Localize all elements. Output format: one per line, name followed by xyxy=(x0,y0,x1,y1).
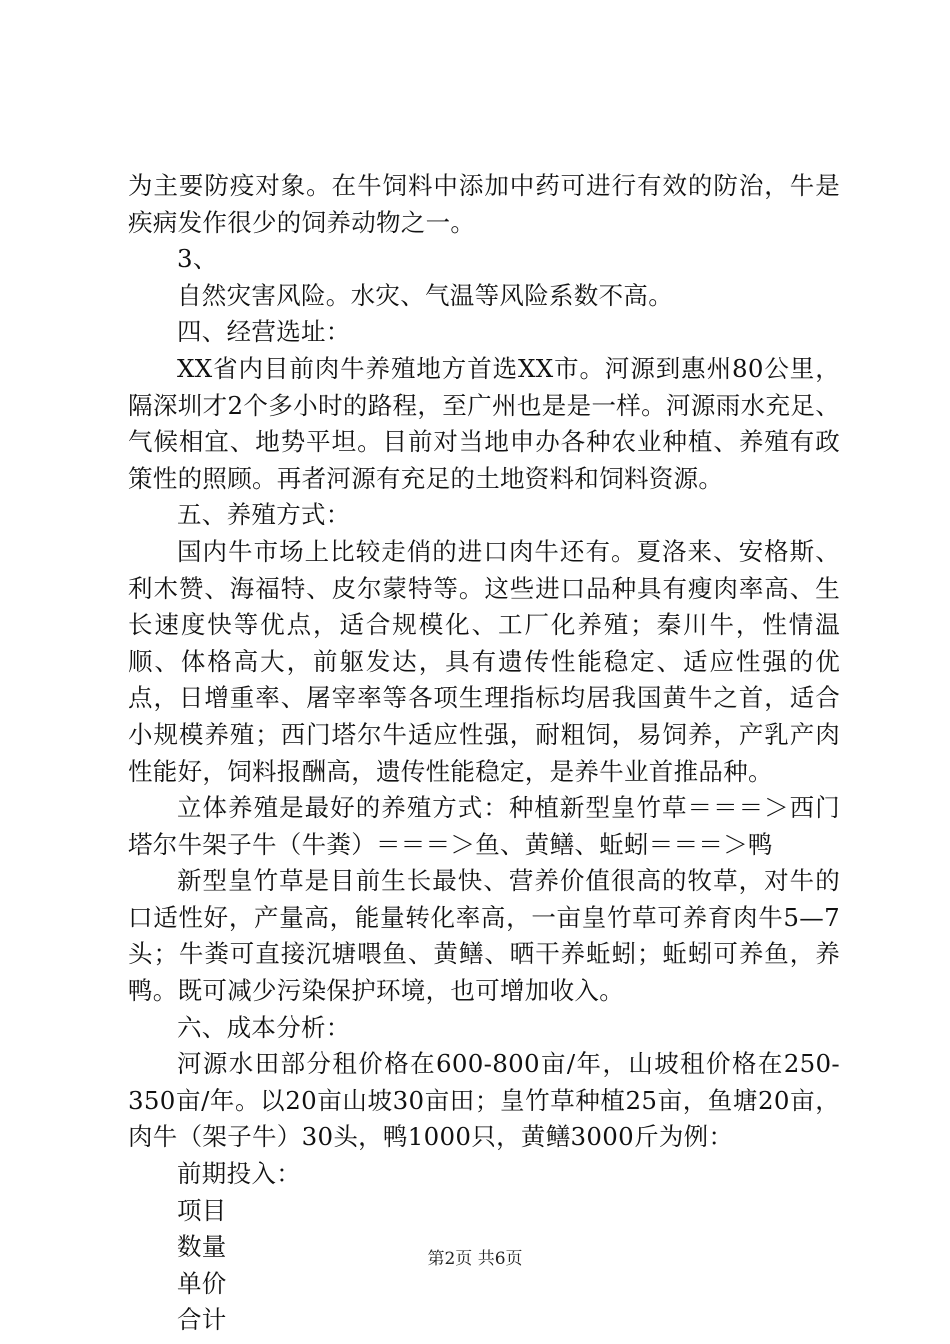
table-header-total: 合计 xyxy=(177,1305,227,1335)
paragraph-site-selection: XX省内目前肉牛养殖地方首选XX市。河源到惠州80公里，隔深圳才2个多小时的路程，至广州也是是一样。河源雨水充足、气候相宜、地势平坦。目前对当地申办各种农业种植、养殖有政策性的照顾。再者河源有充足的土地资料和饲料资源。 xyxy=(128,353,840,493)
paragraph-item-3: 3、 xyxy=(177,244,218,274)
section-heading-cost-analysis: 六、成本分析： xyxy=(177,1012,351,1042)
paragraph-king-grass: 新型皇竹草是目前生长最快、营养价值很高的牧草，对牛的口适性好，产量高，能量转化率高，一亩皇竹草可养育肉牛5—7头；牛粪可直接沉塘喂鱼、黄鳝、晒干养蚯蚓；蚯蚓可养鱼，养鸭。既可减少污染保护环境，也可增加收入。 xyxy=(128,866,840,1006)
section-heading-site-selection: 四、经营选址： xyxy=(177,317,351,347)
paragraph-land-rent: 河源水田部分租价格在600-800亩/年，山坡租价格在250-350亩/年。以20亩山坡30亩田；皇竹草种植25亩，鱼塘20亩，肉牛（架子牛）30头，鸭1000只，黄鳝3000斤为例： xyxy=(128,1049,840,1152)
paragraph-natural-disaster-risk: 自然灾害风险。水灾、气温等风险系数不高。 xyxy=(177,280,673,310)
document-body xyxy=(128,168,840,1339)
paragraph-imported-breeds: 国内牛市场上比较走俏的进口肉牛还有。夏洛来、安格斯、利木赞、海福特、皮尔蒙特等。这些进口品种具有瘦肉率高、生长速度快等优点，适合规模化、工厂化养殖；秦川牛，性情温顺、体格高大，前躯发达，具有遗传性能稳定、适应性强的优点，日增重率、屠宰率等各项生理指标均居我国黄牛之首，适合小规模养殖；西门塔尔牛适应性强，耐粗饲，易饲养，产乳产肉性能好，饲料报酬高，遗传性能稳定，是养牛业首推品种。 xyxy=(128,536,840,786)
table-header-item: 项目 xyxy=(177,1195,227,1225)
paragraph-initial-investment: 前期投入： xyxy=(177,1159,301,1189)
table-header-quantity: 数量 xyxy=(177,1232,227,1262)
page-number-footer: 第2页 共6页 xyxy=(427,1249,523,1269)
paragraph-epidemic-prevention: 为主要防疫对象。在牛饲料中添加中药可进行有效的防治，牛是疾病发作很少的饲养动物之一。 xyxy=(128,171,840,237)
table-header-unit-price: 单价 xyxy=(177,1268,227,1298)
section-heading-breeding-method: 五、养殖方式： xyxy=(177,500,351,530)
paragraph-stereoscopic-breeding: 立体养殖是最好的养殖方式：种植新型皇竹草＝＝＝＞西门塔尔牛架子牛（牛粪）＝＝＝＞鱼、黄鳝、蚯蚓＝＝＝＞鸭 xyxy=(128,793,840,859)
